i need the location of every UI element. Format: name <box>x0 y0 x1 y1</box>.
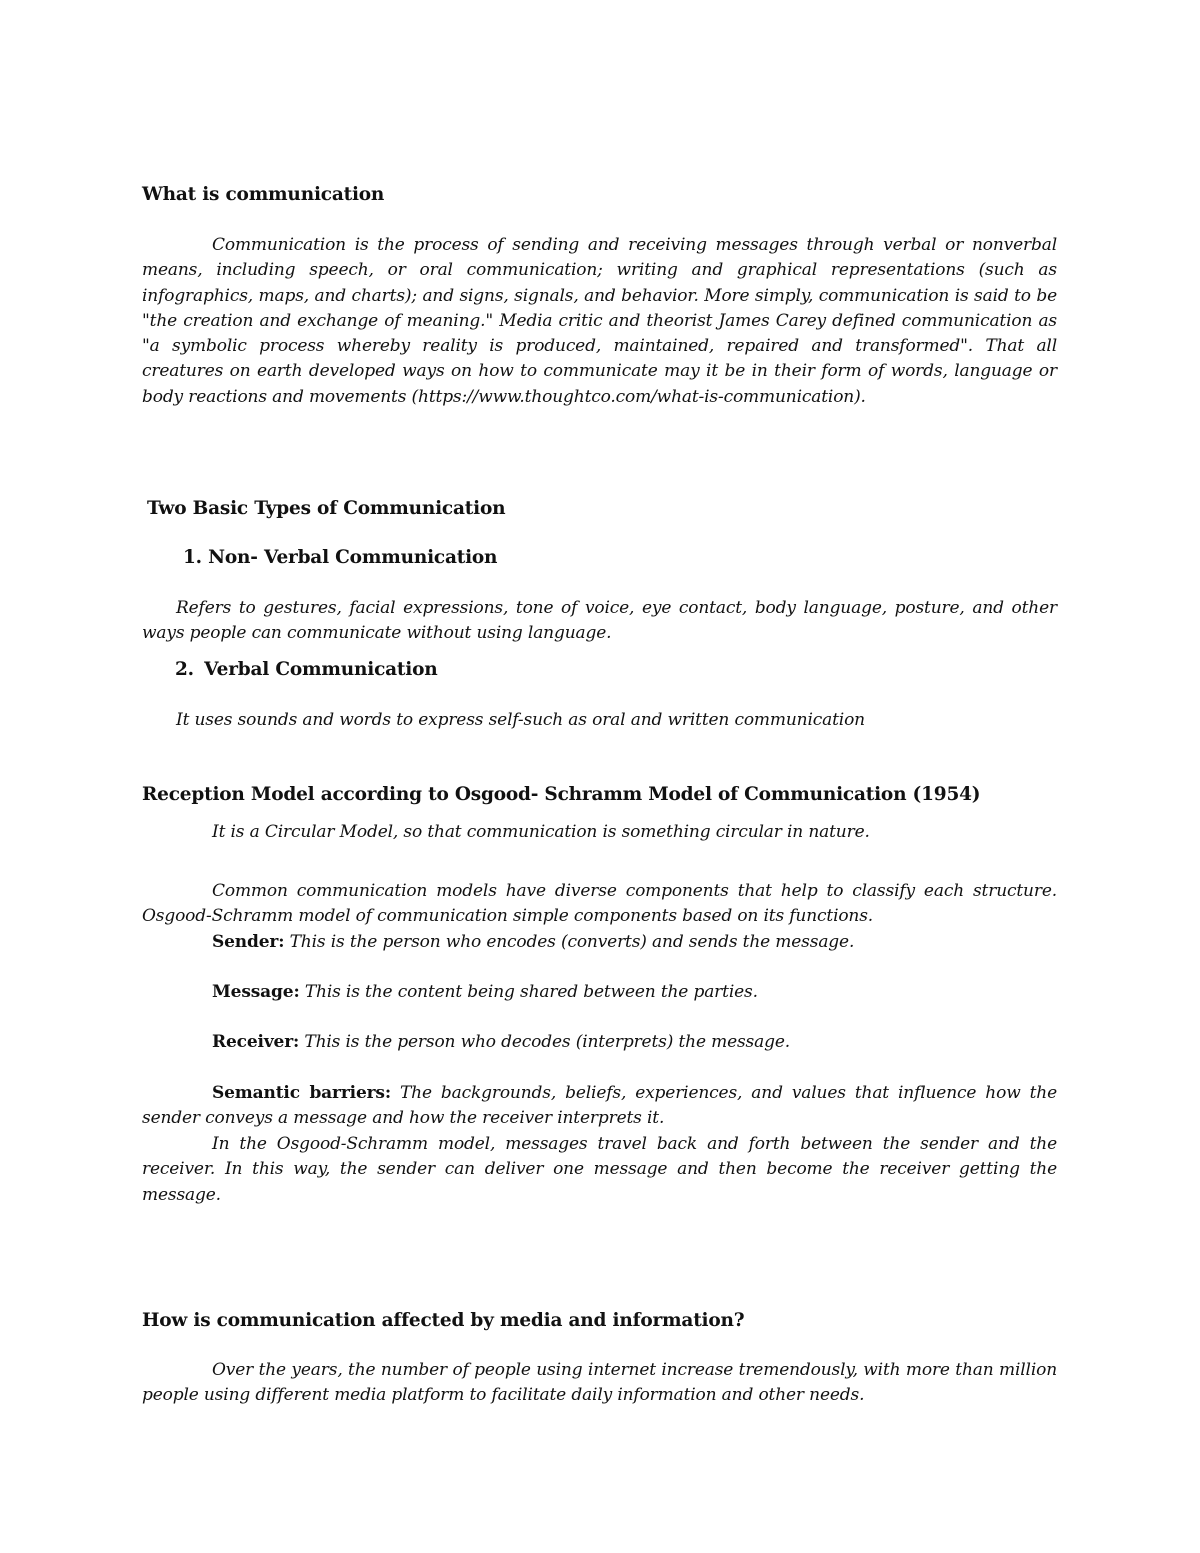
component-term: Receiver: <box>212 1032 300 1052</box>
heading-media-and-information: How is communication affected by media and information? <box>142 1310 745 1331</box>
type-description-verbal: It uses sounds and words to express self-such as oral and written communication <box>176 710 865 730</box>
component-message <box>142 980 1057 1005</box>
type-title: Non- Verbal Communication <box>208 547 498 568</box>
paragraph-circular-model: It is a Circular Model, so that communication is something circular in nature. <box>212 822 870 842</box>
component-definition: This is the content being shared between the parties. <box>299 982 758 1002</box>
type-description-non-verbal: Refers to gestures, facial expressions, tone of voice, eye contact, body language, posture, and other ways people can communicate without using language. <box>142 598 1057 644</box>
component-sender <box>142 930 1057 955</box>
heading-two-basic-types: Two Basic Types of Communication <box>147 498 506 519</box>
component-definition: The backgrounds, beliefs, experiences, and values that influence how the sender conveys a message and how the receiver interprets it. <box>142 1083 1057 1129</box>
type-title: Verbal Communication <box>204 659 438 680</box>
type-item-verbal <box>175 657 1090 683</box>
component-term: Message: <box>212 982 300 1002</box>
paragraph-model-intro: Common communication models have diverse components that help to classify each structure. Osgood-Schramm model of communication simple components based on its functions. <box>142 881 1057 927</box>
component-semantic-barriers <box>142 1081 1057 1132</box>
paragraph-media-effect: Over the years, the number of people using internet increase tremendously, with more than million people using different media platform to facilitate daily information and other needs. <box>142 1360 1057 1406</box>
component-definition: This is the person who decodes (interprets) the message. <box>299 1032 791 1052</box>
type-number: 1. <box>183 547 202 568</box>
type-number: 2. <box>175 659 194 680</box>
heading-reception-model: Reception Model according to Osgood- Schramm Model of Communication (1954) <box>142 784 981 805</box>
paragraph-model-closing: In the Osgood-Schramm model, messages travel back and forth between the sender and the receiver. In this way, the sender can deliver one message and then become the receiver getting the message. <box>142 1134 1057 1205</box>
paragraph-communication-definition: Communication is the process of sending and receiving messages through verbal or nonverbal means, including speech, or oral communication; writing and graphical representations (such as infographics, maps, and charts); and signs, signals, and behavior. More simply, communication is said to be "the creation and exchange of meaning." Media critic and theorist James Carey defined communication as "a symbolic process whereby reality is produced, maintained, repaired and transformed". That all creatures on earth developed ways on how to communicate may it be in their form of words, language or body reactions and movements (https://www.thoughtco.com/what-is-communication). <box>142 235 1057 407</box>
component-definition: This is the person who encodes (converts) and sends the message. <box>284 932 855 952</box>
heading-what-is-communication: What is communication <box>142 184 385 205</box>
component-term: Semantic barriers: <box>212 1083 391 1103</box>
component-term: Sender: <box>212 932 285 952</box>
component-receiver <box>142 1030 1057 1055</box>
type-item-non-verbal <box>183 545 1098 571</box>
